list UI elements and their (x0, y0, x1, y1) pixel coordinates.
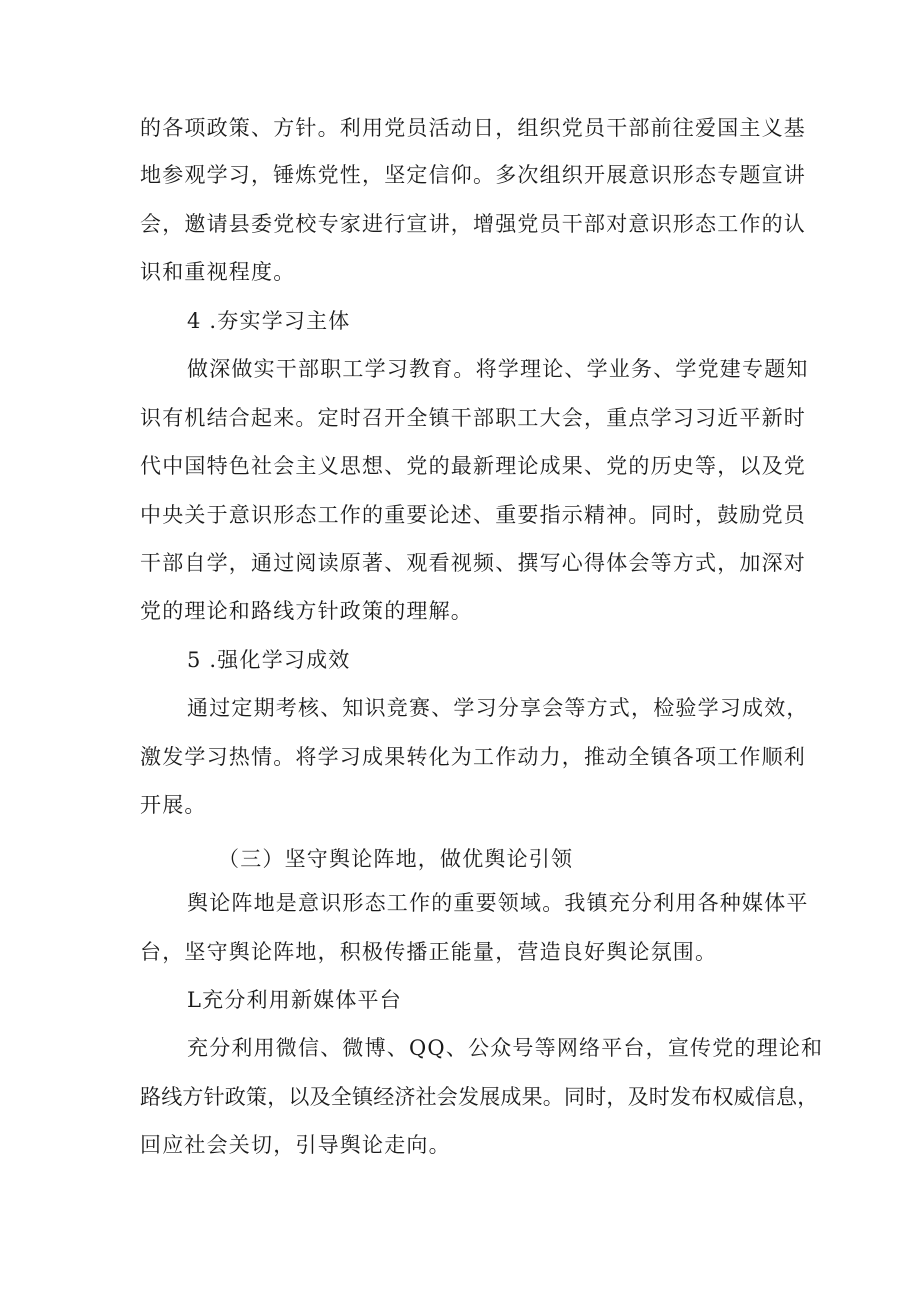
text-line: 代中国特色社会主义思想、党的最新理论成果、党的历史等，以及党 (140, 454, 806, 478)
subheading-4: 4 .夯实学习主体 (187, 309, 351, 333)
text-line: 台，坚守舆论阵地，积极传播正能量，营造良好舆论氛围。 (140, 940, 718, 964)
subheading-l: L充分利用新媒体平台 (187, 988, 402, 1012)
text-line: 做深做实干部职工学习教育。将学理论、学业务、学党建专题知 (187, 357, 809, 381)
text-line: 充分利用微信、微博、QQ、公众号等网络平台，宣传党的理论和 (187, 1036, 824, 1060)
text-line: 会，邀请县委党校专家进行宣讲，增强党员干部对意识形态工作的认 (140, 212, 806, 236)
text-line: 干部自学，通过阅读原著、观看视频、撰写心得体会等方式，加深对 (140, 551, 806, 575)
text-line: 地参观学习，锤炼党性，坚定信仰。多次组织开展意识形态专题宣讲 (140, 163, 806, 187)
text-line: 的各项政策、方针。利用党员活动日，组织党员干部前往爱国主义基 (140, 116, 806, 140)
text-line: 路线方针政策，以及全镇经济社会发展成果。同时，及时发布权威信息， (140, 1085, 819, 1109)
text-line: 激发学习热情。将学习成果转化为工作动力，推动全镇各项工作顺利 (140, 745, 806, 769)
subheading-5: 5 .强化学习成效 (187, 648, 351, 672)
text-line: 舆论阵地是意识形态工作的重要领域。我镇充分利用各种媒体平 (187, 891, 809, 915)
text-line: 识有机结合起来。定时召开全镇干部职工大会，重点学习习近平新时 (140, 406, 806, 430)
text-line: 中央关于意识形态工作的重要论述、重要指示精神。同时，鼓励党员 (140, 503, 806, 527)
section-3-heading: （三）坚守舆论阵地，做优舆论引领 (218, 847, 574, 871)
text-line: 识和重视程度。 (140, 260, 296, 284)
text-line: 开展。 (140, 793, 207, 817)
text-line: 通过定期考核、知识竞赛、学习分享会等方式，检验学习成效， (187, 696, 809, 720)
text-line: 回应社会关切，引导舆论走向。 (140, 1133, 451, 1157)
text-line: 党的理论和路线方针政策的理解。 (140, 599, 473, 623)
